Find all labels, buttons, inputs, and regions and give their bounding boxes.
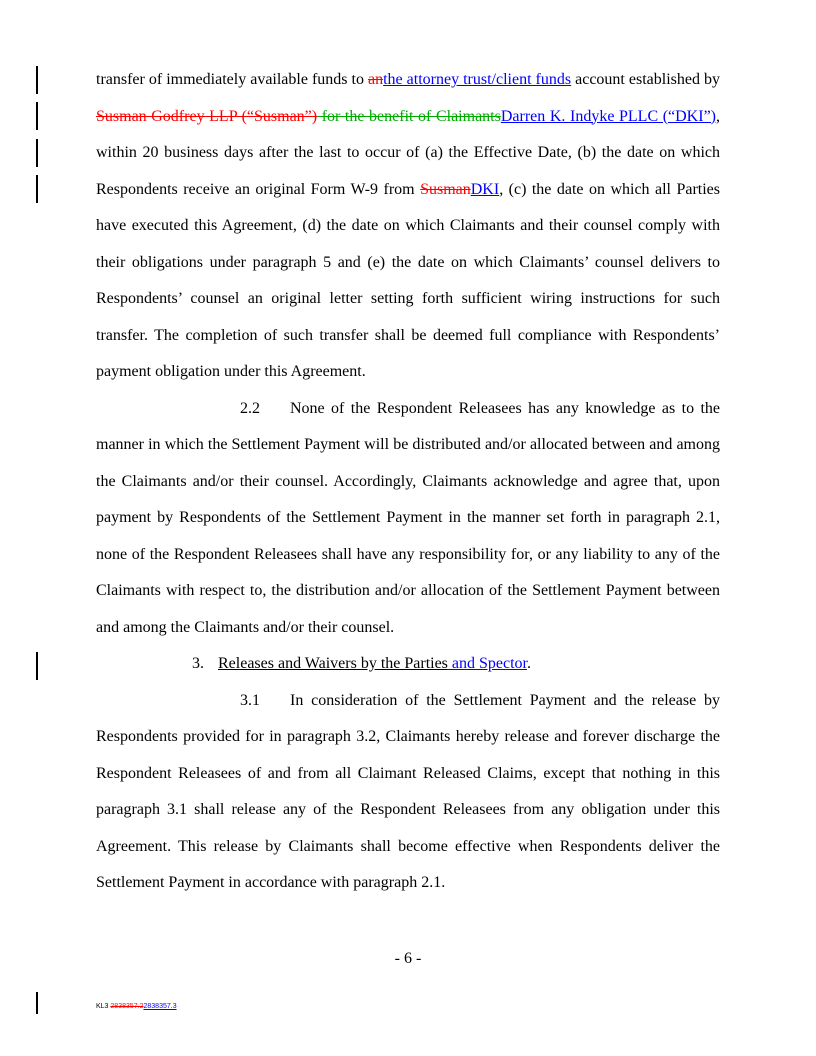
paragraph-3-1 [96, 683, 720, 902]
deleted-text: Susman Godfrey LLP (“Susman”) [96, 107, 318, 125]
paragraph-text: In consideration of the Settlement Payment and the release by Respondents provided for in paragraph 3.2, Claimants hereby release and forever discharge the Respondent Releasees of and from all Claimant Released Claims, except that nothing in this paragraph 3.1 shall release any of the Respondent Releasees from any obligation under this Agreement. This release by Claimants shall become effective when Respondents deliver the Settlement Payment in accordance with paragraph 2.1. [96, 691, 720, 891]
paragraph-number: 3.1 [240, 691, 260, 709]
inserted-text: 2838357.3 [143, 1003, 177, 1010]
inserted-text: Darren K. Indyke PLLC (“DKI”) [500, 107, 716, 125]
change-bar [36, 652, 38, 680]
body-text: transfer of immediately available funds to [96, 71, 368, 88]
paragraph-number: 2.2 [240, 399, 260, 417]
deleted-text: an [368, 71, 384, 88]
deleted-text: Susman [420, 180, 471, 198]
page-number: - 6 - [394, 950, 422, 967]
inserted-text: DKI [470, 180, 500, 198]
document-id [96, 1003, 177, 1010]
document-id-prefix: KL3 [96, 1003, 111, 1010]
change-bar [36, 102, 38, 130]
inserted-text: and Spector [447, 655, 527, 672]
document-body [96, 62, 720, 902]
change-bar [36, 992, 38, 1014]
body-text: , (c) the date on which all Parties have executed this Agreement, (d) the date on which Claimants and their counsel comply with their obligations under paragraph 5 and (e) the date on which Claimants’ counsel delivers to Respondents’ counsel an original letter setting forth sufficient wiring instructions for such transfer. The completion of such transfer shall be deemed full compliance with Respondents’ payment obligation under this Agreement. [96, 180, 721, 380]
change-bar [36, 66, 38, 94]
body-text: , within 20 business days after the last to occur of (a) the Effective Date, (b) the date on which Respondents receive an original Form W-9 from [96, 107, 720, 198]
paragraph-2-2 [96, 391, 720, 647]
change-bar [36, 175, 38, 203]
paragraph-2-1-continued [96, 62, 720, 391]
section-3-heading [96, 646, 720, 683]
paragraph-text: None of the Respondent Releasees has any knowledge as to the manner in which the Settlement Payment will be distributed and/or allocated between and among the Claimants and/or their counsel. Accordingly, Claimants acknowledge and agree that, upon payment by Respondents of the Settlement Payment in the manner set forth in paragraph 2.1, none of the Respondent Releasees shall have any responsibility for, or any liability to any of the Claimants with respect to, the distribution and/or allocation of the Settlement Payment between and among the Claimants and/or their counsel. [96, 399, 720, 636]
change-bar [36, 139, 38, 167]
deleted-text: 2838357.2 [110, 1003, 144, 1010]
section-title: Releases and Waivers by the Parties [218, 655, 448, 672]
section-number: 3. [192, 655, 204, 672]
moved-deleted-text: for the benefit of Claimants [317, 107, 501, 125]
body-text: account established by [571, 71, 720, 88]
section-title-period: . [527, 655, 531, 672]
inserted-text: the attorney trust/client funds [383, 71, 572, 88]
